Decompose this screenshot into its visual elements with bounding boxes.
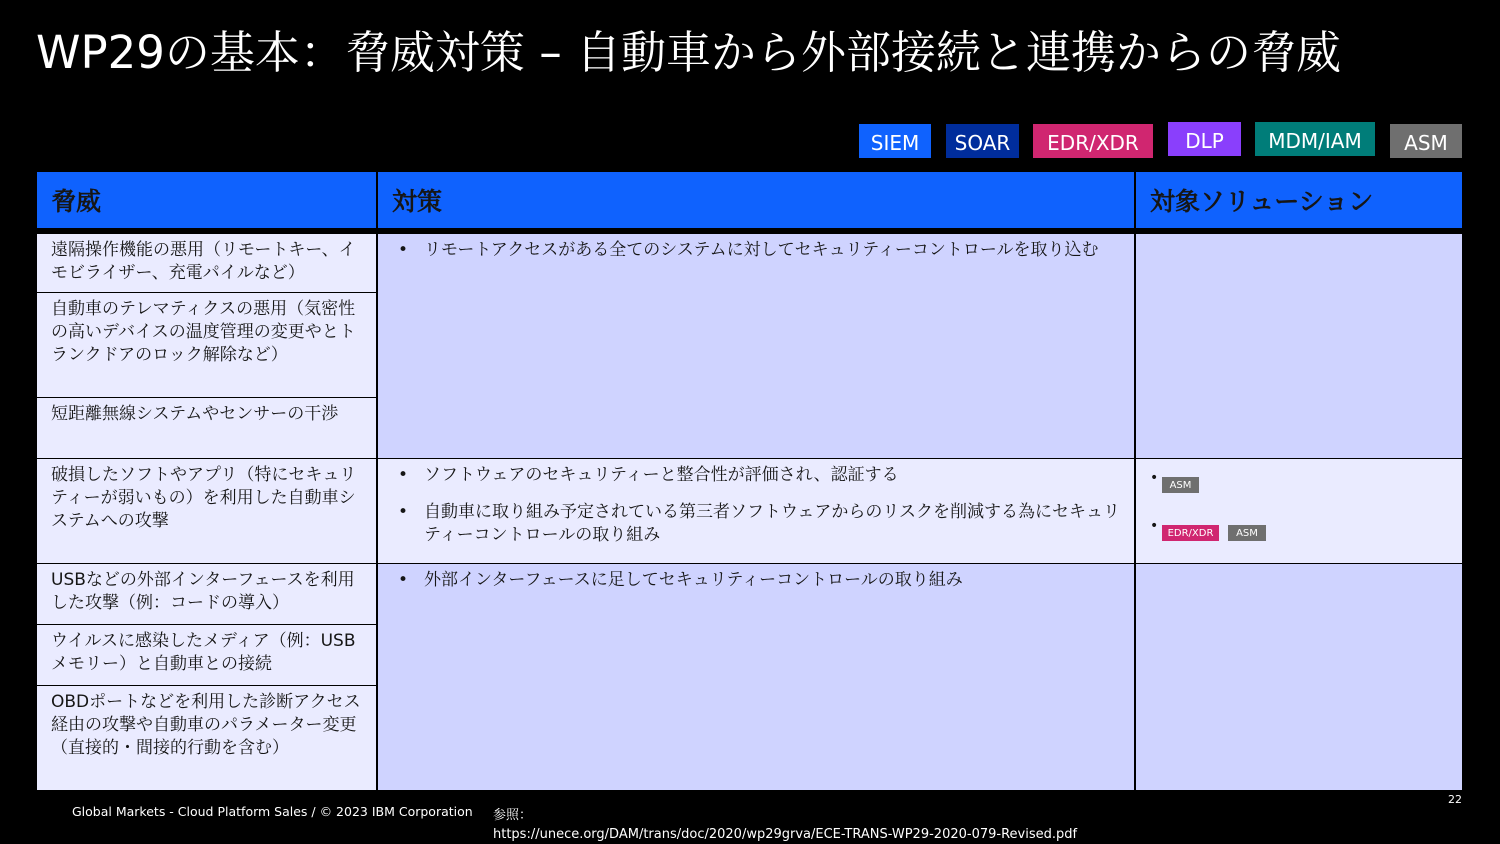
measure-cell	[377, 563, 1135, 791]
legend-soar-tag: SOAR	[946, 124, 1019, 158]
edr-xdr-tag: EDR/XDR	[1162, 525, 1219, 541]
threat-cell: 破損したソフトやアプリ（特にセキュリティーが弱いもの）を利用した自動車システムへの攻撃	[36, 458, 377, 564]
bullet-dot: •	[1150, 470, 1159, 486]
bullet-dot: •	[398, 570, 409, 590]
solution-bullet	[1150, 515, 1462, 563]
slide-title: WP29の基本：脅威対策 – 自動車から外部接続と連携からの脅威	[36, 26, 1342, 79]
measure-cell	[377, 233, 1135, 459]
legend-dlp-tag: DLP	[1168, 122, 1241, 156]
bullet-dot: •	[398, 502, 409, 522]
threat-cell: 自動車のテレマティクスの悪用（気密性の高いデバイスの温度管理の変更やとトランクドアのロック解除など）	[36, 292, 377, 398]
legend-siem-tag: SIEM	[859, 124, 931, 158]
solution-cell	[1135, 458, 1463, 564]
reference	[493, 806, 1077, 844]
asm-tag: ASM	[1228, 525, 1266, 541]
threat-cell: ウイルスに感染したメディア（例：USBメモリー）と自動車との接続	[36, 624, 377, 686]
bullet-dot: •	[1150, 518, 1159, 534]
reference-label: 参照：	[493, 808, 533, 823]
measure-text: 自動車に取り組み予定されている第三者ソフトウェアからのリスクを削減する為にセキュリティーコントロールの取り組み	[424, 502, 1120, 545]
measure-text: リモートアクセスがある全てのシステムに対してセキュリティーコントロールを取り込む	[424, 240, 1099, 260]
footer-copyright: Global Markets - Cloud Platform Sales / © 2023 IBM Corporation	[72, 804, 473, 819]
legend-edr-xdr-tag: EDR/XDR	[1033, 124, 1153, 158]
solution-cell	[1135, 563, 1463, 791]
solution-bullet	[1150, 467, 1462, 515]
legend-mdm-iam-tag: MDM/IAM	[1255, 122, 1375, 156]
threat-table	[36, 170, 1464, 790]
threat-cell: 短距離無線システムやセンサーの干渉	[36, 397, 377, 459]
header-solution: 対象ソリューション	[1135, 171, 1463, 229]
header-measure: 対策	[377, 171, 1135, 229]
measure-bullet	[390, 501, 1122, 547]
threat-cell: USBなどの外部インターフェースを利用した攻撃（例：コードの導入）	[36, 563, 377, 625]
threat-cell: OBDポートなどを利用した診断アクセス経由の攻撃や自動車のパラメーター変更（直接的・間接的行動を含む）	[36, 685, 377, 791]
solution-legend	[0, 124, 1500, 160]
page-number: 22	[1448, 793, 1462, 806]
header-threat: 脅威	[36, 171, 377, 229]
measure-bullet	[390, 239, 1122, 262]
measure-bullet	[390, 464, 1122, 487]
measure-text: ソフトウェアのセキュリティーと整合性が評価され、認証する	[424, 465, 899, 485]
bullet-dot: •	[398, 465, 409, 485]
solution-cell	[1135, 233, 1463, 459]
legend-asm-tag: ASM	[1390, 124, 1462, 158]
bullet-dot: •	[398, 240, 409, 260]
measure-bullet	[390, 569, 1122, 592]
reference-url[interactable]: https://unece.org/DAM/trans/doc/2020/wp29grva/ECE-TRANS-WP29-2020-079-Revised.pdf	[493, 827, 1078, 842]
measure-cell	[377, 458, 1135, 564]
measure-text: 外部インターフェースに足してセキュリティーコントロールの取り組み	[424, 570, 963, 590]
threat-cell: 遠隔操作機能の悪用（リモートキー、イモビライザー、充電パイルなど）	[36, 233, 377, 293]
asm-tag: ASM	[1162, 477, 1199, 493]
